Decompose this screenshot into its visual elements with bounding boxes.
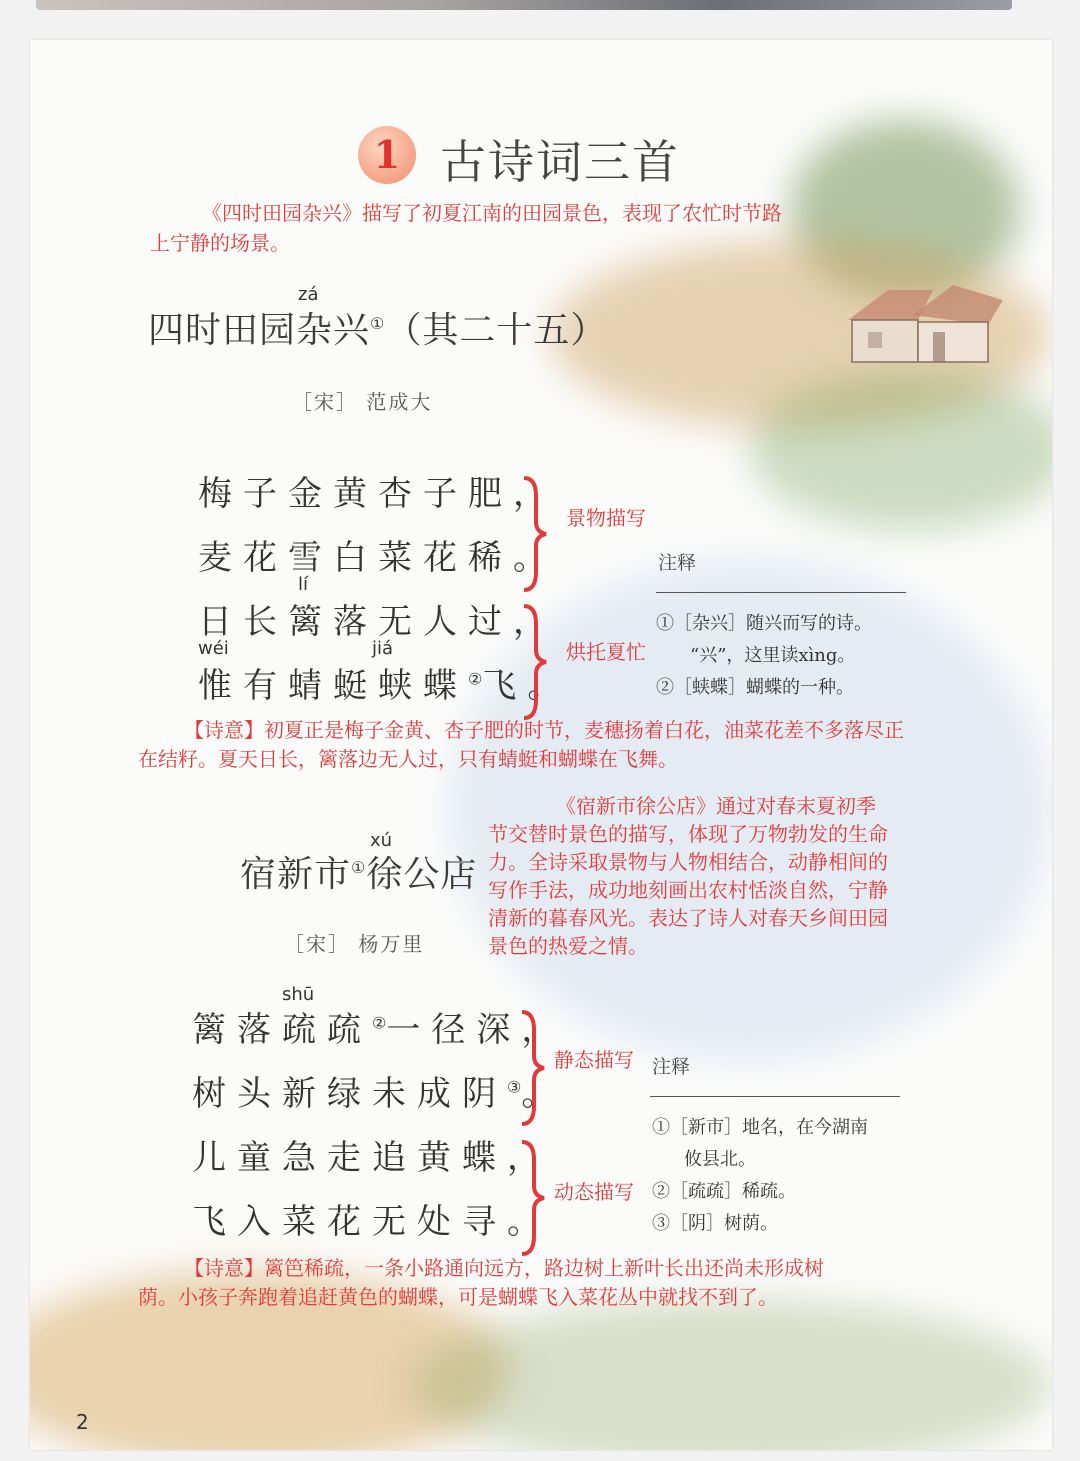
poem2-title-note-marker: ①: [351, 858, 367, 877]
annotation-summer-busy: 烘托夏忙: [566, 640, 646, 664]
poem2-notes-heading: 注释: [652, 1056, 691, 1078]
poem1-line-4-end: 飞。: [482, 666, 573, 706]
poem2-title: [240, 846, 477, 897]
page-number: 2: [76, 1410, 89, 1434]
grass-wash: [750, 370, 1052, 530]
poem1-line-4: [198, 658, 572, 707]
pinyin-jia: jiá: [372, 638, 394, 659]
poem1-author: ［宋］ 范成大: [292, 390, 433, 414]
brace-icon: [520, 602, 548, 722]
poem1-title-rest: （其二十五）: [385, 310, 608, 351]
chapter-number-badge: 1: [358, 126, 416, 184]
poem2-line-1-note-marker: ②: [372, 1013, 387, 1033]
poem1-note-1: ①［杂兴］随兴而写的诗。: [656, 613, 872, 634]
poem1-meaning: 【诗意】初夏正是梅子金黄、杏子肥的时节，麦穗扬着白花，油菜花差不多落尽正在结籽。夏天日长，篱落边无人过，只有蜻蜓和蝴蝶在飞舞。: [138, 718, 904, 771]
poem2-author: ［宋］ 杨万里: [284, 932, 425, 956]
poem1-notes-heading: 注释: [658, 552, 697, 574]
pinyin-li: lí: [298, 574, 309, 595]
pinyin-wei: wéi: [198, 638, 229, 659]
pinyin-za: zá: [298, 284, 319, 305]
poem1-note-1b: “兴”，这里读xìng。: [690, 645, 856, 666]
poem2-note-3: ③［阴］树荫。: [652, 1213, 778, 1234]
poem1-line-3: 日长篱落无人过，: [198, 602, 558, 642]
poem2-line-1-end: 一径深，: [386, 1010, 567, 1050]
poem1-line-2: 麦花雪白菜花稀。: [198, 538, 558, 578]
annotation-scenery: 景物描写: [566, 506, 646, 530]
pinyin-xu: xú: [370, 830, 393, 851]
bush-wash-2: [410, 1300, 1050, 1450]
pinyin-shu: shū: [282, 984, 315, 1005]
poem2-line-2-end: 。: [521, 1074, 567, 1114]
poem1-line-1: 梅子金黄杏子肥，: [198, 474, 558, 514]
chapter-title: 古诗词三首: [440, 135, 680, 189]
brace-icon: [518, 1138, 546, 1258]
poem2-line-2: [192, 1066, 566, 1115]
brace-icon: [518, 1008, 546, 1128]
poem2-line-3: 儿童急走追黄蝶，: [192, 1138, 552, 1178]
poem2-description: 《宿新市徐公店》通过对春末夏初季节交替时景色的描写，体现了万物勃发的生命力。全诗采取景物与人物相结合，动静相间的写作手法，成功地刻画出农村恬淡自然，宁静清新的暮春风光。表达了诗人对春天乡间田园景色的热爱之情。: [488, 794, 888, 958]
poem1-title: [148, 302, 607, 353]
poem2-title-part2: 徐公店: [366, 854, 478, 895]
poem2-line-1-text: 篱落疏疏: [192, 1010, 372, 1050]
poem2-meaning: 【诗意】篱笆稀疏，一条小路通向远方，路边树上新叶长出还尚未形成树荫。小孩子奔跑着追赶黄色的蝴蝶，可是蝴蝶飞入菜花丛中就找不到了。: [138, 1256, 824, 1309]
poem2-line-4: 飞入菜花无处寻。: [192, 1202, 552, 1242]
brace-icon: [520, 474, 548, 594]
poem2-note-2: ②［疏疏］稀疏。: [652, 1181, 796, 1202]
poem2-line-2-text: 树头新绿未成阴: [192, 1074, 507, 1114]
chapter-intro: 《四时田园杂兴》描写了初夏江南的田园景色，表现了农忙时节路上宁静的场景。: [150, 201, 782, 255]
poem2-line-2-note-marker: ③: [507, 1077, 522, 1097]
poem1-line-4-text: 惟有蜻蜓蛱蝶: [198, 666, 468, 706]
poem1-note-2: ②［蛱蝶］蝴蝶的一种。: [656, 677, 854, 698]
farmhouse-illustration: [838, 270, 1008, 370]
textbook-page: [30, 40, 1052, 1450]
poem2-note-1b: 攸县北。: [684, 1149, 756, 1170]
poem1-notes-rule: [656, 592, 906, 593]
poem2-title-part1: 宿新市: [240, 854, 352, 895]
poem2-notes-rule: [650, 1096, 900, 1097]
previous-page-strip: [36, 0, 1012, 10]
poem2-note-1: ①［新市］地名，在今湖南: [652, 1117, 868, 1138]
poem1-title-note-marker: ①: [370, 314, 386, 333]
poem2-line-1: [192, 1002, 566, 1051]
poem1-line-4-note-marker: ②: [468, 669, 483, 689]
annotation-static: 静态描写: [554, 1048, 634, 1072]
poem1-title-main: 四时田园杂兴: [148, 310, 371, 351]
annotation-dynamic: 动态描写: [554, 1180, 634, 1204]
